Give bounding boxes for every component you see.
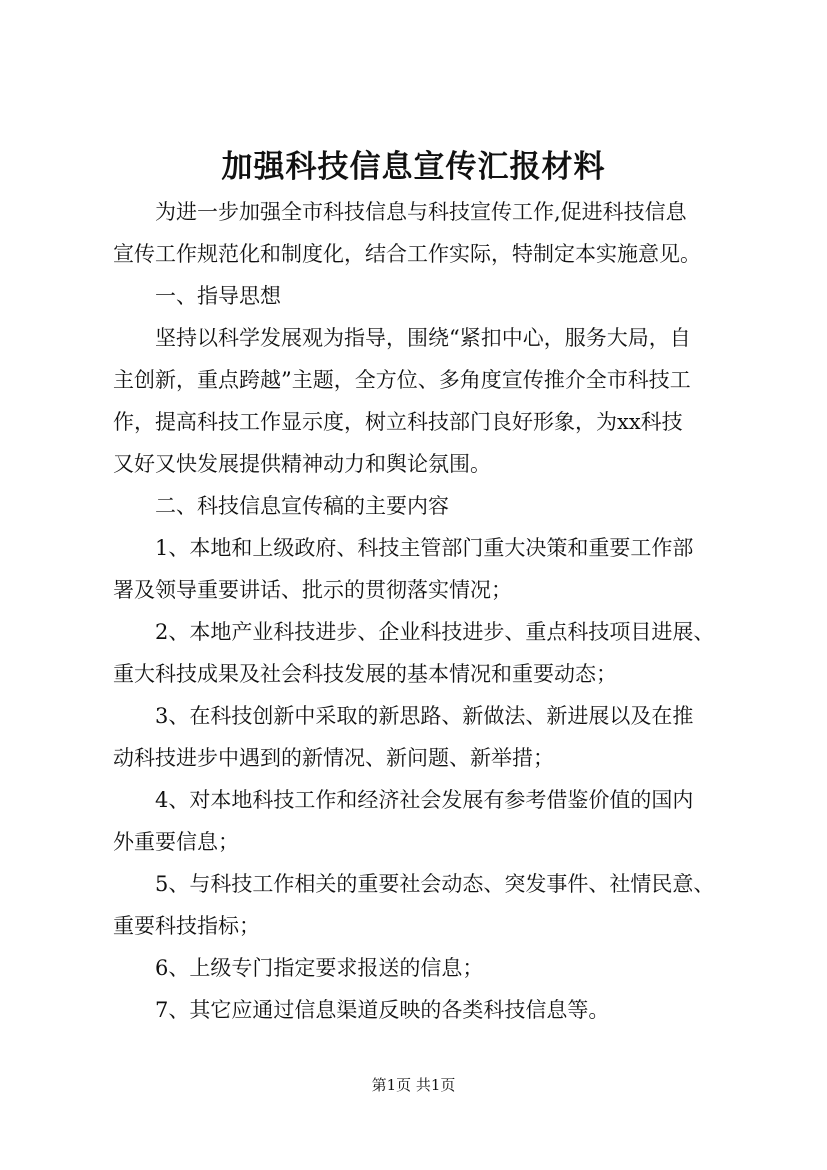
list-item-line: 1、本地和上级政府、科技主管部门重大决策和重要工作部 xyxy=(155,536,694,560)
section-heading-guiding-ideology: 一、指导思想 xyxy=(155,284,281,308)
list-item-line: 5、与科技工作相关的重要社会动态、突发事件、社情民意、 xyxy=(155,872,715,896)
paragraph-line: 作，提高科技工作显示度，树立科技部门良好形象，为xx科技 xyxy=(113,410,683,434)
paragraph-line: 为进一步加强全市科技信息与科技宣传工作,促进科技信息 xyxy=(155,200,687,224)
paragraph-line: 宣传工作规范化和制度化，结合工作实际，特制定本实施意见。 xyxy=(113,242,701,266)
list-item-line: 4、对本地科技工作和经济社会发展有参考借鉴价值的国内 xyxy=(155,788,694,812)
list-item-line: 重要科技指标； xyxy=(113,914,260,938)
list-item-line: 2、本地产业科技进步、企业科技进步、重点科技项目进展、 xyxy=(155,620,715,644)
section-heading-main-content: 二、科技信息宣传稿的主要内容 xyxy=(155,494,449,518)
document-title: 加强科技信息宣传汇报材料 xyxy=(221,149,606,185)
list-item-line: 外重要信息； xyxy=(113,830,239,854)
paragraph-line: 主创新，重点跨越”主题，全方位、多角度宣传推介全市科技工 xyxy=(113,368,691,392)
list-item-line: 3、在科技创新中采取的新思路、新做法、新进展以及在推 xyxy=(155,704,694,728)
list-item-line: 7、其它应通过信息渠道反映的各类科技信息等。 xyxy=(155,998,610,1022)
paragraph-line: 坚持以科学发展观为指导，围绕“紧扣中心，服务大局，自 xyxy=(155,326,691,350)
list-item-line: 6、上级专门指定要求报送的信息； xyxy=(155,956,484,980)
list-item-line: 重大科技成果及社会科技发展的基本情况和重要动态； xyxy=(113,662,617,686)
paragraph-line: 又好又快发展提供精神动力和舆论氛围。 xyxy=(113,452,491,476)
page-footer: 第1页 共1页 xyxy=(371,1076,456,1094)
list-item-line: 署及领导重要讲话、批示的贯彻落实情况； xyxy=(113,578,512,602)
list-item-line: 动科技进步中遇到的新情况、新问题、新举措； xyxy=(113,746,554,770)
